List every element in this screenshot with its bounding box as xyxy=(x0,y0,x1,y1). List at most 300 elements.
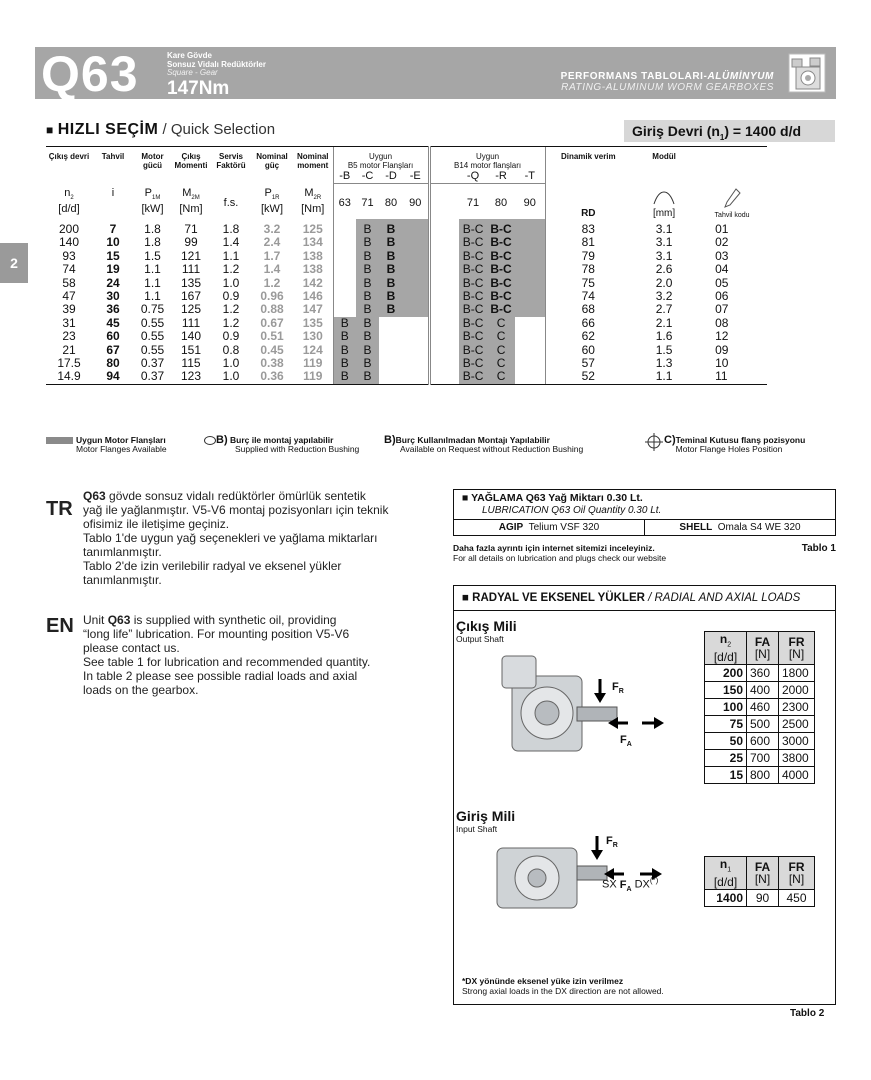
cell-pr: 3.2 xyxy=(263,221,281,236)
th-b5-b-col: -B xyxy=(333,170,356,184)
th-b14-gap xyxy=(429,170,459,184)
cell-mr: 135 xyxy=(302,315,323,330)
cell-q: B-C xyxy=(459,277,487,290)
tablo1-label: Tablo 1 xyxy=(801,543,836,554)
input-rpm-box xyxy=(624,120,835,142)
cell-q: B-C xyxy=(459,330,487,343)
cell-p: 0.55 xyxy=(140,315,165,330)
cell-n2: 39 xyxy=(62,302,76,317)
lang-en: EN xyxy=(46,615,74,637)
dx-note: *DX yönünde eksenel yüke izin verilmez Strong axial loads in the DX direction are not allowed. xyxy=(462,976,664,996)
cell-kod: 01 xyxy=(715,221,729,236)
cell-n2: 14.9 xyxy=(46,370,92,384)
cell-e xyxy=(403,344,429,357)
out-th-n: $n_2$ [d/d] xyxy=(705,632,747,665)
cell-b: B xyxy=(333,317,356,330)
cell-t xyxy=(515,219,545,236)
cell-pr: 0.88 xyxy=(260,302,284,317)
cell-mr: 147 xyxy=(302,302,323,317)
cell-b xyxy=(333,277,356,290)
perf-tr-alu: ALÜMİNYUM xyxy=(707,71,774,82)
sym-n2: $n_2$ [d/d] xyxy=(58,186,80,216)
cell-n2: 200 xyxy=(58,221,80,236)
th-b5-d-col: -D xyxy=(385,170,397,182)
cell-n2: 74 xyxy=(62,262,76,277)
table-row xyxy=(46,250,837,263)
cell-n2: 23 xyxy=(62,329,76,344)
cell-b: B xyxy=(333,370,356,384)
oil-agip: AGIP Telium VSF 320 xyxy=(454,520,645,535)
cell-c: B xyxy=(356,317,379,330)
sym-mr: $M_{2R}$ [Nm] xyxy=(301,186,325,216)
th-kod-blank xyxy=(697,147,767,184)
tr-paragraph: Q63 gövde sonsuz vidalı redüktörler ömürlük sentetik yağ ile yağlanmıştır. V5-V6 montaj pozisyonları için teknik ofisimiz ile iletişime geçiniz. Tablo 1'de uygun yağ seçenekleri ve yağlama miktarları tanımlanmıştır. Tablo 2'de izin verilebilir radyal ve eksenel yükler tanımlanmıştır. xyxy=(83,489,389,587)
cell-fs: 1.4 xyxy=(222,235,240,250)
load-cell-n: 15 xyxy=(705,767,747,784)
cell-r: B-C xyxy=(487,236,515,249)
cell-r: C xyxy=(487,317,515,330)
cell-mod: 3.1 xyxy=(655,221,673,236)
size-71: 71 xyxy=(356,184,379,219)
cell-n2: 93 xyxy=(62,248,76,263)
legend-no-bushing: B)Burç Kullanılmadan Montajı Yapılabilir Available on Request without Reduction Bushing xyxy=(384,434,584,454)
cell-t xyxy=(515,277,545,290)
load-row xyxy=(705,733,815,750)
cell-q: B-C xyxy=(459,250,487,263)
sym-mm: [mm] xyxy=(631,184,697,219)
cell-p: 1.1 xyxy=(144,262,161,277)
cell-rd: 81 xyxy=(545,236,631,249)
cell-pr: 2.4 xyxy=(263,235,281,250)
load-cell-fa: 360 xyxy=(747,665,779,682)
cell-fs: 0.8 xyxy=(222,342,240,357)
cell-b xyxy=(333,303,356,316)
cell-mod: 3.2 xyxy=(655,288,673,303)
load-row xyxy=(705,750,815,767)
in-fa: 90 xyxy=(747,890,779,907)
load-cell-fa: 700 xyxy=(747,750,779,767)
cell-t xyxy=(515,236,545,249)
cell-d: B xyxy=(379,219,403,236)
out-th-fr: FR [N] xyxy=(779,632,815,665)
cell-p: 0.75 xyxy=(140,302,165,317)
load-cell-fa: 600 xyxy=(747,733,779,750)
input-shaft-title: Giriş Mili xyxy=(456,808,516,824)
cell-rd: 83 xyxy=(545,219,631,236)
cell-c: B xyxy=(356,263,379,276)
cell-t xyxy=(515,263,545,276)
cell-mod: 2.7 xyxy=(655,302,673,317)
table-row xyxy=(46,370,837,384)
th-b14-q-col: -Q xyxy=(466,170,480,182)
cell-e xyxy=(403,330,429,343)
header-band xyxy=(35,46,836,102)
cell-p: 1.8 xyxy=(144,221,161,236)
rpm-sub: 1 xyxy=(719,132,725,142)
cell-fs: 1.0 xyxy=(222,275,240,290)
legend-swatch xyxy=(46,437,73,444)
cell-mod: 1.1 xyxy=(631,370,697,384)
th-b14-b: B14 motor flanşları xyxy=(453,160,522,170)
cell-mr: 138 xyxy=(302,248,323,263)
th-motor: Motor gücü xyxy=(134,147,171,184)
load-cell-n: 50 xyxy=(705,733,747,750)
sym-rd: RD xyxy=(545,184,631,219)
cell-r: C xyxy=(487,370,515,384)
load-cell-fa: 400 xyxy=(747,682,779,699)
rpm-value: ) = 1400 d/d xyxy=(724,123,802,139)
cell-rd: 62 xyxy=(545,330,631,343)
dx-mark: (*) xyxy=(649,876,659,885)
cell-b: B xyxy=(333,357,356,370)
cell-mr: 119 xyxy=(303,355,323,370)
cell-fs: 1.0 xyxy=(222,355,240,370)
cell-pr: 1.4 xyxy=(263,262,281,277)
in-th-fr: FR [N] xyxy=(779,857,815,890)
th-b14-a: Uygun xyxy=(475,152,500,161)
in-fr: 450 xyxy=(779,890,815,907)
cell-e xyxy=(403,263,429,276)
cell-p: 1.5 xyxy=(144,248,161,263)
size-b14-90: 90 xyxy=(515,184,545,219)
cell-e xyxy=(403,317,429,330)
load-row xyxy=(705,682,815,699)
cell-r: B-C xyxy=(487,303,515,316)
lub-note: Daha fazla ayrıntı için internet sitemizi inceleyiniz. For all details on lubrication and plugs check our website Tablo 1 xyxy=(453,543,836,563)
cell-mr: 124 xyxy=(302,342,323,357)
cell-r: B-C xyxy=(487,219,515,236)
th-cikis: Çıkış devri xyxy=(46,147,92,184)
cell-gap xyxy=(429,250,459,263)
cell-t xyxy=(515,370,545,384)
header-subtitle xyxy=(167,52,266,98)
load-cell-fr: 2000 xyxy=(779,682,815,699)
cell-e xyxy=(403,277,429,290)
cell-i: 67 xyxy=(106,342,120,357)
cell-gap xyxy=(429,344,459,357)
cell-m: 167 xyxy=(180,288,202,303)
rpm-label: Giriş Devri (n xyxy=(632,123,720,139)
cell-p: 0.37 xyxy=(134,370,171,384)
cell-mod: 3.1 xyxy=(655,248,673,263)
sym-m: $M_{2M}$ [Nm] xyxy=(179,186,203,216)
cell-b xyxy=(333,236,356,249)
cell-kod: 02 xyxy=(715,235,729,250)
th-nominal-moment: Nominal moment xyxy=(293,147,333,184)
lang-tr: TR xyxy=(46,498,73,520)
load-row xyxy=(705,665,815,682)
cell-q: B-C xyxy=(459,344,487,357)
th-moment: Çıkış Momenti xyxy=(171,147,211,184)
cell-pr: 0.67 xyxy=(260,315,284,330)
cell-kod: 07 xyxy=(715,302,729,317)
dx-label: DX xyxy=(634,878,650,891)
table-row xyxy=(46,357,837,370)
cell-mod: 2.6 xyxy=(655,262,673,277)
model-name: Q63 xyxy=(41,46,139,102)
cell-e xyxy=(403,370,429,384)
cell-m: 99 xyxy=(184,235,198,250)
cell-q: B-C xyxy=(459,317,487,330)
cell-q: B-C xyxy=(459,290,487,303)
th-dinamik: Dinamik verim xyxy=(545,147,631,184)
output-load-body xyxy=(705,665,815,784)
subtitle-line1: Kare Gövde xyxy=(167,51,212,60)
cell-rd: 79 xyxy=(545,250,631,263)
cell-i: 24 xyxy=(106,275,120,290)
cell-m: 151 xyxy=(180,342,202,357)
th-b5-c-col: -C xyxy=(361,170,374,182)
cell-t xyxy=(515,344,545,357)
quick-selection-tr: HIZLI SEÇİM xyxy=(57,121,159,138)
sym-fs: f.s. xyxy=(223,196,239,209)
sym-i: i xyxy=(111,186,115,199)
cell-d: B xyxy=(379,236,403,249)
size-90: 90 xyxy=(403,184,429,219)
cell-fs: 1.2 xyxy=(222,262,240,277)
cell-t xyxy=(515,357,545,370)
subtitle-line3: Square - Gear xyxy=(167,68,218,77)
cell-fs: 0.9 xyxy=(222,329,240,344)
cell-fs: 1.2 xyxy=(222,315,240,330)
cell-mr: 119 xyxy=(293,370,333,384)
cell-b xyxy=(333,290,356,303)
th-b5-b: B5 motor Flanşları xyxy=(347,160,414,170)
cell-fs: 1.1 xyxy=(222,248,240,263)
torque-rating: 147Nm xyxy=(167,77,230,99)
cell-r: B-C xyxy=(487,263,515,276)
cell-p: 1.1 xyxy=(144,275,161,290)
cell-mr: 146 xyxy=(302,288,323,303)
cell-gap xyxy=(429,219,459,236)
module-curve-icon xyxy=(652,191,676,205)
cell-mod: 1.6 xyxy=(655,329,673,344)
sym-pr: $P_{1R}$ [kW] xyxy=(261,186,283,216)
cell-m: 135 xyxy=(180,275,202,290)
oil-row xyxy=(454,519,835,535)
cell-gap xyxy=(429,303,459,316)
cell-t xyxy=(515,250,545,263)
size-63: 63 xyxy=(333,184,356,219)
table-row xyxy=(46,317,837,330)
cell-d xyxy=(379,357,403,370)
load-cell-fa: 460 xyxy=(747,699,779,716)
load-row xyxy=(705,767,815,784)
cell-p: 0.55 xyxy=(140,329,165,344)
radial-title-rule xyxy=(454,610,835,611)
output-fr-label: $F_R$ xyxy=(612,681,624,696)
cell-q: B-C xyxy=(459,219,487,236)
cell-m: 121 xyxy=(180,248,202,263)
legend-bushing: B) Burç ile montaj yapılabilir Supplied with Reduction Bushing xyxy=(204,436,359,454)
table-row xyxy=(46,236,837,249)
cell-i: 7 xyxy=(109,221,117,236)
cell-gap xyxy=(429,370,459,384)
th-servis: Servis Faktörü xyxy=(211,147,251,184)
cell-r: C xyxy=(487,330,515,343)
cell-p: 1.1 xyxy=(144,288,161,303)
cell-c: B xyxy=(356,236,379,249)
in-th-fa: FA [N] xyxy=(747,857,779,890)
load-cell-fr: 3000 xyxy=(779,733,815,750)
cell-n2: 21 xyxy=(62,342,76,357)
load-cell-fr: 2500 xyxy=(779,716,815,733)
tablo2-label: Tablo 2 xyxy=(790,1008,825,1019)
in-th-n: $n_1$ [d/d] xyxy=(705,857,747,890)
cell-n2: 58 xyxy=(62,275,76,290)
quick-selection-title: ■ HIZLI SEÇİM / Quick Selection xyxy=(46,121,276,138)
cell-n2: 47 xyxy=(62,288,76,303)
load-cell-fr: 4000 xyxy=(779,767,815,784)
quick-selection-en: Quick Selection xyxy=(170,121,276,138)
cell-i: 30 xyxy=(106,288,120,303)
cell-c: B xyxy=(356,303,379,316)
sym-kod: Tahvil kodu xyxy=(697,184,767,219)
cell-mod: 2.1 xyxy=(655,315,673,330)
cell-c: B xyxy=(356,277,379,290)
cell-mr: 138 xyxy=(302,262,323,277)
th-b14-t-col: -T xyxy=(524,170,535,182)
cell-b: B xyxy=(333,344,356,357)
cell-c: B xyxy=(356,250,379,263)
subtitle-line2: Sonsuz Vidalı Redüktörler xyxy=(167,59,266,69)
input-fr-label: $F_R$ xyxy=(606,835,618,850)
cell-t xyxy=(515,330,545,343)
out-th-fa: FA [N] xyxy=(747,632,779,665)
cell-b xyxy=(333,219,356,236)
radial-title: ■ RADYAL VE EKSENEL YÜKLER / RADIAL AND AXIAL LOADS xyxy=(462,592,801,604)
cell-m: 123 xyxy=(171,370,211,384)
cell-b xyxy=(333,263,356,276)
load-cell-n: 100 xyxy=(705,699,747,716)
cell-c: B xyxy=(356,344,379,357)
output-fa-label: $F_A$ xyxy=(620,734,632,749)
th-b5-e-col: -E xyxy=(409,170,421,182)
cell-kod: 10 xyxy=(715,355,729,370)
legend-terminal: C)Teminal Kutusu flanş pozisyonu Motor Flange Holes Position xyxy=(644,432,805,452)
cell-kod: 04 xyxy=(715,262,729,277)
cell-mr: 142 xyxy=(302,275,323,290)
load-cell-fr: 3800 xyxy=(779,750,815,767)
load-cell-n: 150 xyxy=(705,682,747,699)
cell-kod: 06 xyxy=(715,288,729,303)
perf-en: RATING-ALUMINUM WORM GEARBOXES xyxy=(561,82,774,93)
output-shaft-drawing xyxy=(492,651,692,771)
input-load-table xyxy=(704,856,815,907)
cell-i: 94 xyxy=(92,370,134,384)
th-modul: Modül xyxy=(631,147,697,184)
cell-mod: 1.3 xyxy=(655,355,673,370)
cell-rd: 57 xyxy=(545,357,631,370)
load-row xyxy=(705,716,815,733)
cell-fs: 1.2 xyxy=(222,302,240,317)
cell-m: 125 xyxy=(180,302,202,317)
cell-i: 45 xyxy=(106,315,120,330)
input-shaft-sub: Input Shaft xyxy=(456,824,498,834)
cell-c: B xyxy=(356,357,379,370)
cell-c: B xyxy=(356,290,379,303)
cell-rd: 68 xyxy=(545,303,631,316)
table-row xyxy=(46,290,837,303)
cell-kod: 09 xyxy=(715,342,729,357)
load-row xyxy=(705,699,815,716)
cell-r: B-C xyxy=(487,277,515,290)
th-b14-r-col: -R xyxy=(495,170,507,182)
en-paragraph: Unit Q63 is supplied with synthetic oil, providing “long life” lubrication. For mounting position V5-V6 please contact us. See table 1 for lubrication and recommended quantity. In table 2 please see possible radial loads and axial loads on the gearbox. xyxy=(83,613,371,697)
load-cell-fr: 1800 xyxy=(779,665,815,682)
cell-gap xyxy=(429,357,459,370)
cell-c: B xyxy=(356,330,379,343)
cell-mod: 2.0 xyxy=(655,275,673,290)
cell-p: 0.37 xyxy=(140,355,165,370)
cell-r: B-C xyxy=(487,250,515,263)
legend-available: Uygun Motor Flanşları Motor Flanges Available xyxy=(46,436,167,454)
cell-gap xyxy=(429,330,459,343)
lub-title-en: LUBRICATION Q63 Oil Quantity 0.30 Lt. xyxy=(482,505,662,516)
table-row xyxy=(46,263,837,276)
chapter-tab: 2 xyxy=(0,243,28,283)
cell-m: 140 xyxy=(180,329,202,344)
size-80: 80 xyxy=(379,184,403,219)
cell-pr: 0.51 xyxy=(260,329,284,344)
quick-selection-body xyxy=(46,219,837,384)
cell-t xyxy=(515,290,545,303)
load-cell-fa: 800 xyxy=(747,767,779,784)
cell-c: B xyxy=(356,370,379,384)
cell-e xyxy=(403,303,429,316)
cell-q: B-C xyxy=(459,303,487,316)
size-b14-71: 71 xyxy=(459,184,487,219)
cell-kod: 05 xyxy=(715,275,729,290)
cell-pr: 0.96 xyxy=(260,288,284,303)
cell-fs: 1.8 xyxy=(222,221,240,236)
perf-tr: PERFORMANS TABLOLARI- xyxy=(560,71,708,82)
cell-r: C xyxy=(487,344,515,357)
cell-kod: 12 xyxy=(715,329,729,344)
cell-kod: 08 xyxy=(715,315,729,330)
cell-i: 60 xyxy=(106,329,120,344)
load-cell-n: 200 xyxy=(705,665,747,682)
cell-m: 111 xyxy=(181,262,201,277)
cell-n2: 140 xyxy=(58,235,80,250)
cell-b: B xyxy=(333,330,356,343)
cell-d: B xyxy=(379,290,403,303)
cell-mod: 3.1 xyxy=(655,235,673,250)
cell-gap xyxy=(429,290,459,303)
th-nominal-guc: Nominal güç xyxy=(251,147,293,184)
cell-gap xyxy=(429,236,459,249)
cell-rd: 75 xyxy=(545,277,631,290)
cell-d: B xyxy=(379,277,403,290)
cell-rd: 74 xyxy=(545,290,631,303)
cell-mr: 134 xyxy=(302,235,323,250)
performance-title xyxy=(561,71,774,93)
radial-axial-box xyxy=(453,585,836,1005)
input-fa-label: $F_A$ xyxy=(619,878,632,893)
sym-p: $P_{1M}$ [kW] xyxy=(141,186,164,216)
title-sep: / xyxy=(158,121,171,138)
cell-i: 80 xyxy=(106,355,120,370)
cell-t xyxy=(515,317,545,330)
cell-i: 19 xyxy=(106,262,120,277)
cell-m: 71 xyxy=(184,221,198,236)
cell-d xyxy=(379,370,403,384)
cell-i: 36 xyxy=(106,302,120,317)
cell-t xyxy=(515,303,545,316)
cell-d: B xyxy=(379,303,403,316)
sx-label: SX xyxy=(602,878,617,891)
cell-gap xyxy=(429,263,459,276)
